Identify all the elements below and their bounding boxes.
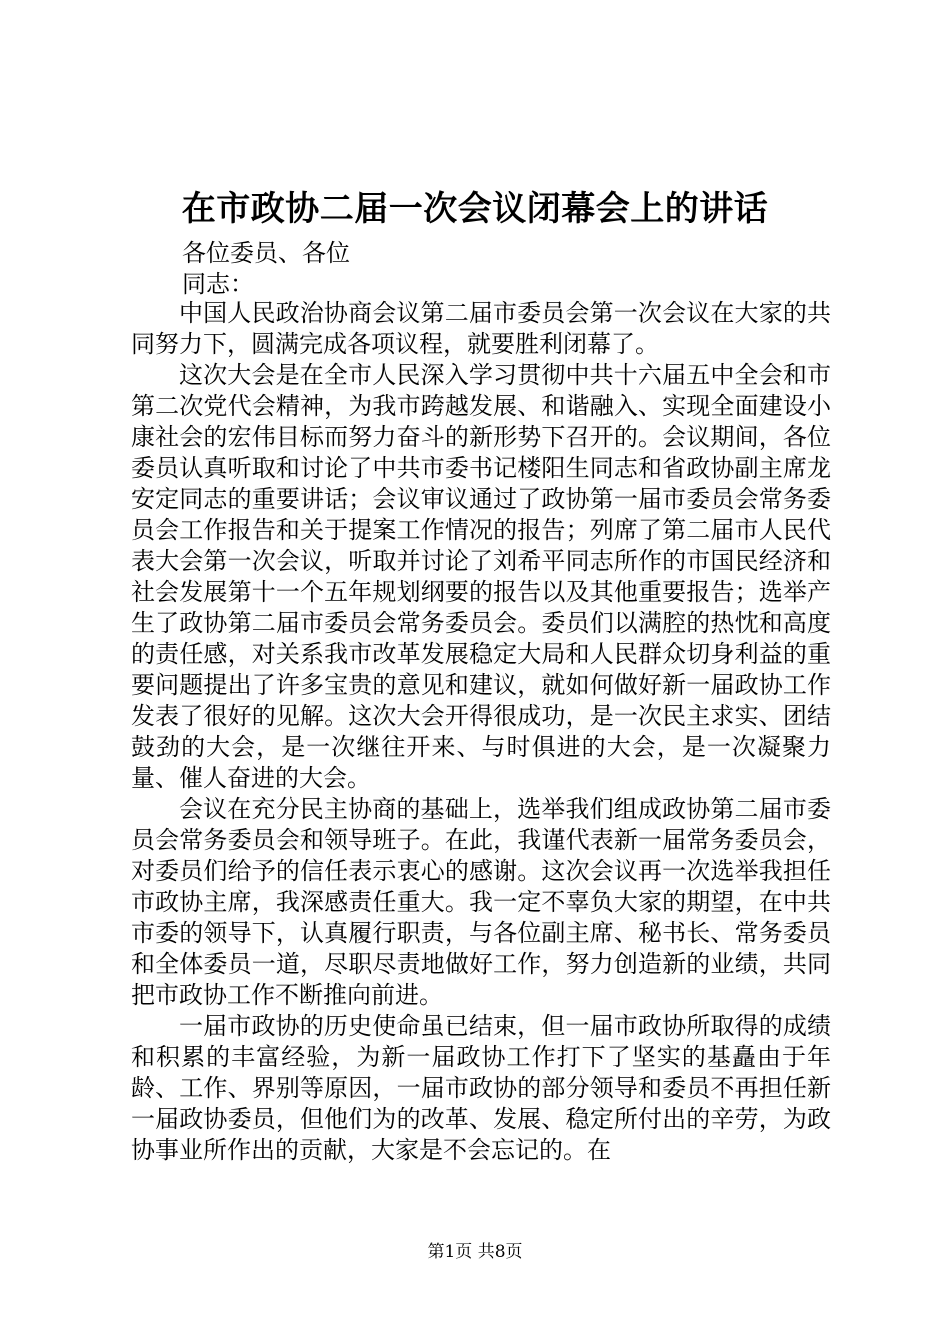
paragraph-4: 一届市政协的历史使命虽已结束，但一届市政协所取得的成绩和积累的丰富经验，为新一届政协工作打下了坚实的基矗由于年龄、工作、界别等原因，一届市政协的部分领导和委员不再担任新一届政协委员，但他们为的改革、发展、稳定所付出的辛劳，为政协事业所作出的贡献，大家是不会忘记的。在 [131, 1012, 831, 1164]
salutation-line-1: 各位委员、各位 [182, 239, 350, 267]
document-title: 在市政协二届一次会议闭幕会上的讲话 [181, 189, 769, 229]
salutation-line-2: 同志： [182, 270, 254, 298]
paragraph-1: 中国人民政治协商会议第二届市委员会第一次会议在大家的共同努力下，圆满完成各项议程，就要胜利闭幕了。 [131, 299, 831, 358]
paragraph-3: 会议在充分民主协商的基础上，选举我们组成政协第二届市委员会常务委员会和领导班子。在此，我谨代表新一届常务委员会，对委员们给予的信任表示衷心的感谢。这次会议再一次选举我担任市政协主席，我深感责任重大。我一定不辜负大家的期望，在中共市委的领导下，认真履行职责，与各位副主席、秘书长、常务委员和全体委员一道，尽职尽责地做好工作，努力创造新的业绩，共同把市政协工作不断推向前进。 [131, 795, 831, 1009]
document-body [131, 298, 831, 1166]
paragraph-2: 这次大会是在全市人民深入学习贯彻中共十六届五中全会和市第二次党代会精神，为我市跨越发展、和谐融入、实现全面建设小康社会的宏伟目标而努力奋斗的新形势下召开的。会议期间，各位委员认真听取和讨论了中共市委书记楼阳生同志和省政协副主席龙安定同志的重要讲话；会议审议通过了政协第一届市委员会常务委员会工作报告和关于提案工作情况的报告；列席了第二届市人民代表大会第一次会议，听取并讨论了刘希平同志所作的市国民经济和社会发展第十一个五年规划纲要的报告以及其他重要报告；选举产生了政协第二届市委员会常务委员会。委员们以满腔的热忱和高度的责任感，对关系我市改革发展稳定大局和人民群众切身利益的重要问题提出了许多宝贵的意见和建议，就如何做好新一届政协工作发表了很好的见解。这次大会开得很成功，是一次民主求实、团结鼓劲的大会，是一次继往开来、与时俱进的大会，是一次凝聚力量、催人奋进的大会。 [131, 361, 831, 792]
page-number-footer: 第1页 共8页 [427, 1242, 523, 1262]
